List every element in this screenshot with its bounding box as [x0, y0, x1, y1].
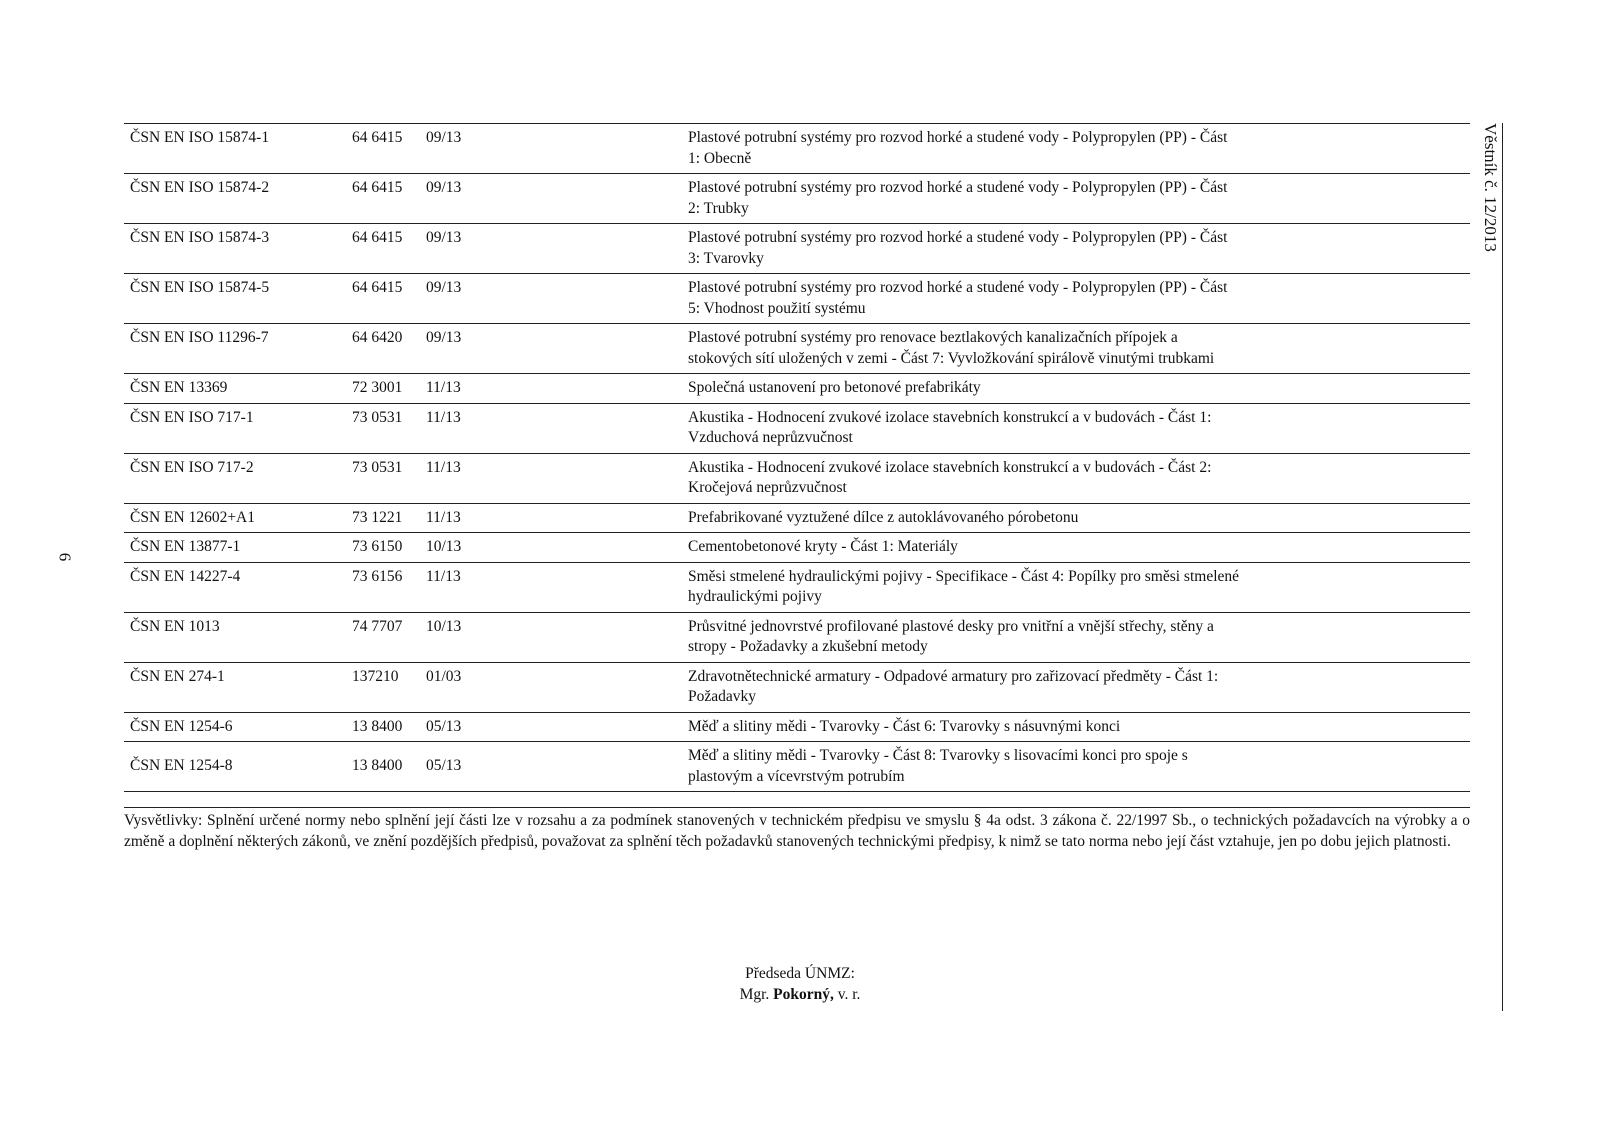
table-row — [124, 712, 1470, 742]
cell-norm: ČSN EN 1254-6 — [124, 712, 346, 742]
cell-code: 13 8400 — [346, 742, 420, 792]
table-row — [124, 562, 1470, 612]
cell-code: 74 7707 — [346, 612, 420, 662]
cell-date: 10/13 — [420, 533, 682, 563]
cell-title: Prefabrikované vyztužené dílce z autoklávovaného pórobetonu — [682, 503, 1470, 533]
table-row — [124, 403, 1470, 453]
cell-norm: ČSN EN ISO 15874-5 — [124, 274, 346, 324]
table-row — [124, 612, 1470, 662]
cell-norm: ČSN EN 274-1 — [124, 662, 346, 712]
cell-date: 09/13 — [420, 174, 682, 224]
cell-norm: ČSN EN ISO 717-1 — [124, 403, 346, 453]
cell-title: Akustika - Hodnocení zvukové izolace stavebních konstrukcí a v budovách - Část 1: Vzduchová neprůzvučnost — [682, 403, 1470, 453]
cell-date: 09/13 — [420, 224, 682, 274]
cell-date: 11/13 — [420, 562, 682, 612]
cell-norm: ČSN EN ISO 11296-7 — [124, 324, 346, 374]
table-row — [124, 662, 1470, 712]
cell-date: 11/13 — [420, 403, 682, 453]
cell-norm: ČSN EN 14227-4 — [124, 562, 346, 612]
signature-name: Pokorný, — [773, 986, 834, 1003]
cell-title: Plastové potrubní systémy pro rozvod horké a studené vody - Polypropylen (PP) - Část 3: Tvarovky — [682, 224, 1470, 274]
signature-role: Předseda ÚNMZ: — [745, 965, 855, 982]
table-row — [124, 324, 1470, 374]
cell-title: Měď a slitiny mědi - Tvarovky - Část 6: Tvarovky s násuvnými konci — [682, 712, 1470, 742]
cell-date: 09/13 — [420, 124, 682, 174]
footnote: Vysvětlivky: Splnění určené normy nebo splnění její části lze v rozsahu a za podmínek stanovených v technickém předpisu ve smyslu § 4a odst. 3 zákona č. 22/1997 Sb., o technických požadavcích na výrobky a o změně a doplnění některých zákonů, ve znění pozdějších předpisů, považovat za splnění těch požadavků stanovených technickými předpisy, k nimž se tato norma nebo její část vztahuje, jen po dobu jejich platnosti. — [124, 812, 1470, 850]
cell-code: 73 1221 — [346, 503, 420, 533]
cell-title: Směsi stmelené hydraulickými pojivy - Specifikace - Část 4: Popílky pro směsi stmelené hydraulickými pojivy — [682, 562, 1470, 612]
side-header: Věstník č. 12/2013 — [1481, 123, 1500, 252]
cell-date: 10/13 — [420, 612, 682, 662]
cell-norm: ČSN EN 13877-1 — [124, 533, 346, 563]
signature-prefix: Mgr. — [739, 986, 770, 1003]
cell-code: 73 0531 — [346, 453, 420, 503]
signature-name-line — [0, 984, 1600, 1005]
table-row — [124, 124, 1470, 174]
cell-title: Plastové potrubní systémy pro rozvod horké a studené vody - Polypropylen (PP) - Část 2: Trubky — [682, 174, 1470, 224]
cell-norm: ČSN EN 1254-8 — [124, 742, 346, 792]
cell-code: 73 6156 — [346, 562, 420, 612]
footnote-divider — [124, 807, 1470, 808]
cell-code: 64 6415 — [346, 124, 420, 174]
signature-block — [0, 963, 1600, 1005]
cell-date: 09/13 — [420, 274, 682, 324]
table-row — [124, 224, 1470, 274]
table-row — [124, 453, 1470, 503]
standards-table-body — [124, 124, 1470, 792]
cell-title: Plastové potrubní systémy pro renovace beztlakových kanalizačních přípojek a stokových sítí uložených v zemi - Část 7: Vyvložkování spirálově vinutými trubkami — [682, 324, 1470, 374]
cell-norm: ČSN EN ISO 15874-1 — [124, 124, 346, 174]
cell-title: Měď a slitiny mědi - Tvarovky - Část 8: Tvarovky s lisovacími konci pro spoje s plastovým a vícevrstvým potrubím — [682, 742, 1470, 792]
standards-table — [124, 123, 1470, 792]
cell-date: 11/13 — [420, 374, 682, 404]
cell-norm: ČSN EN 1013 — [124, 612, 346, 662]
cell-code: 64 6415 — [346, 174, 420, 224]
cell-title: Společná ustanovení pro betonové prefabrikáty — [682, 374, 1470, 404]
cell-code: 64 6415 — [346, 224, 420, 274]
cell-norm: ČSN EN 12602+A1 — [124, 503, 346, 533]
cell-code: 64 6420 — [346, 324, 420, 374]
cell-date: 05/13 — [420, 742, 682, 792]
cell-title: Průsvitné jednovrstvé profilované plastové desky pro vnitřní a vnější střechy, stěny a stropy - Požadavky a zkušební metody — [682, 612, 1470, 662]
cell-code: 64 6415 — [346, 274, 420, 324]
table-row — [124, 533, 1470, 563]
table-row — [124, 503, 1470, 533]
cell-title: Plastové potrubní systémy pro rozvod horké a studené vody - Polypropylen (PP) - Část 5: Vhodnost použití systému — [682, 274, 1470, 324]
cell-date: 09/13 — [420, 324, 682, 374]
cell-code: 73 0531 — [346, 403, 420, 453]
cell-code: 13 8400 — [346, 712, 420, 742]
cell-date: 01/03 — [420, 662, 682, 712]
cell-date: 05/13 — [420, 712, 682, 742]
cell-title: Zdravotnětechnické armatury - Odpadové armatury pro zařizovací předměty - Část 1: Požadavky — [682, 662, 1470, 712]
cell-norm: ČSN EN ISO 15874-2 — [124, 174, 346, 224]
table-row — [124, 742, 1470, 792]
cell-norm: ČSN EN ISO 15874-3 — [124, 224, 346, 274]
table-row — [124, 374, 1470, 404]
cell-date: 11/13 — [420, 503, 682, 533]
side-divider — [1502, 123, 1503, 1011]
cell-code: 72 3001 — [346, 374, 420, 404]
cell-title: Cementobetonové kryty - Část 1: Materiály — [682, 533, 1470, 563]
cell-norm: ČSN EN ISO 717-2 — [124, 453, 346, 503]
cell-code: 137210 — [346, 662, 420, 712]
signature-suffix: v. r. — [837, 986, 861, 1003]
page-number: 6 — [55, 552, 75, 562]
cell-norm: ČSN EN 13369 — [124, 374, 346, 404]
table-row — [124, 174, 1470, 224]
cell-title: Akustika - Hodnocení zvukové izolace stavebních konstrukcí a v budovách - Část 2: Kročejová neprůzvučnost — [682, 453, 1470, 503]
cell-date: 11/13 — [420, 453, 682, 503]
table-row — [124, 274, 1470, 324]
cell-title: Plastové potrubní systémy pro rozvod horké a studené vody - Polypropylen (PP) - Část 1: Obecně — [682, 124, 1470, 174]
cell-code: 73 6150 — [346, 533, 420, 563]
